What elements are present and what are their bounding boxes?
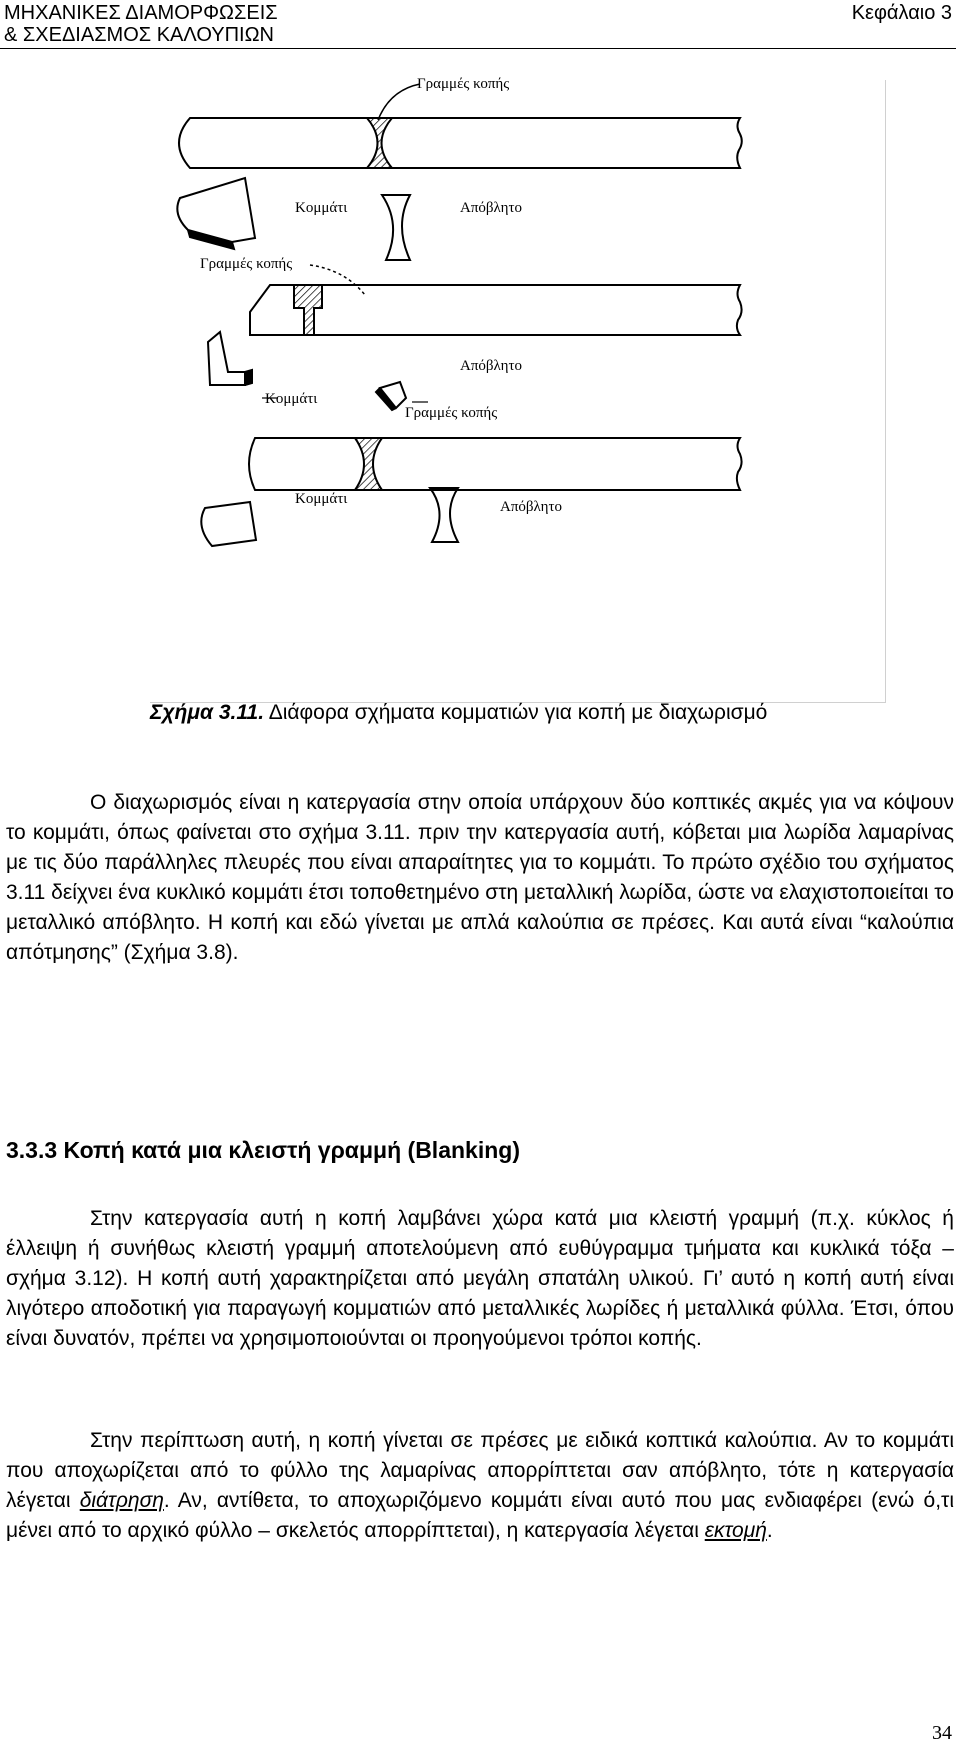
para3-part-b: . Αν, αντίθετα, το αποχωριζόμενο κομμάτι είναι αυτό που μας ενδιαφέρει (ενώ ό,τι μένει από το αρχικό φύλλο – σκελετός απορρίπτεται), η κατεργασία λέγεται: [6, 1489, 954, 1542]
paragraph-separation: Ο διαχωρισμός είναι η κατεργασία στην οποία υπάρχουν δύο κοπτικές ακμές για να κόψουν το κομμάτι, όπως φαίνεται στο σχήμα 3.11. πριν την κατεργασία αυτή, κόβεται μια λωρίδα λαμαρίνας με τις δύο παράλληλες πλευρές που είναι απαραίτητες για το κομμάτι. Το πρώτο σχέδιο του σχήματος 3.11 δείχνει ένα κυκλικό κομμάτι έτσι τοποθετημένο στη μεταλλική λωρίδα, ώστε να ελαχιστοποιείται το μεταλλικό απόβλητο. Η κοπή και εδώ γίνεται με απλά καλούπια σε πρέσες. Και αυτά είναι “καλούπια απότμησης” (Σχήμα 3.8).: [6, 791, 954, 964]
caption-text: Διάφορα σχήματα κομματιών για κοπή με διαχωρισμό: [264, 701, 768, 724]
scrap-1: [382, 195, 410, 260]
label-piece-3: Κομμάτι: [295, 491, 348, 507]
cut-zone-1: [367, 118, 392, 168]
figure-cutting-shapes: [150, 76, 886, 703]
strip-3: [249, 438, 742, 490]
header-title-line2: & ΣΧΕΔΙΑΣΜΟΣ ΚΑΛΟΥΠΙΩΝ: [4, 24, 274, 46]
piece-2: [208, 332, 245, 385]
strip-1: [179, 118, 742, 168]
label-cut-lines-2: Γραμμές κοπής: [200, 256, 293, 272]
scrap-3: [430, 488, 458, 542]
label-cut-lines-top: Γραμμές κοπής: [417, 76, 510, 92]
para3-part-a: Στην περίπτωση αυτή, η κοπή γίνεται σε πρέσες με ειδικά κοπτικά καλούπια. Αν το κομμάτι που αποχωρίζεται από το φύλλο της λαμαρίνας απορρίπτεται σαν απόβλητο, τότε η κατεργασία λέγεται: [6, 1429, 954, 1512]
term-piercing: διάτρηση: [79, 1489, 164, 1512]
header-title-line1: ΜΗΧΑΝΙΚΕΣ ΔΙΑΜΟΡΦΩΣΕΙΣ: [4, 2, 278, 24]
pointer-1: [378, 84, 420, 120]
para3-part-c: .: [766, 1519, 773, 1542]
label-scrap-1: Απόβλητο: [460, 200, 523, 216]
figure-drawing: [150, 80, 885, 702]
label-scrap-2: Απόβλητο: [460, 358, 523, 374]
label-piece-2: Κομμάτι: [265, 391, 318, 407]
header-chapter: Κεφάλαιο 3: [851, 2, 952, 24]
page-number: 34: [932, 1722, 952, 1744]
cut-zone-2: [294, 285, 322, 335]
caption-number: Σχήμα 3.11.: [150, 701, 265, 724]
section-title: 3.3.3 Κοπή κατά μια κλειστή γραμμή (Blanking): [6, 1137, 520, 1163]
label-cut-lines-3: Γραμμές κοπής: [405, 405, 498, 421]
header-book-title: [4, 2, 278, 46]
paragraph-press-cutting: [6, 1426, 954, 1546]
cut-zone-3: [355, 438, 382, 490]
page-header: [0, 0, 956, 49]
strip-2: [250, 285, 742, 335]
label-scrap-3: Απόβλητο: [500, 499, 563, 515]
paragraph-blanking: Στην κατεργασία αυτή η κοπή λαμβάνει χώρα κατά μια κλειστή γραμμή (π.χ. κύκλος ή έλλειψη ή συνήθως κλειστή γραμμή αποτελούμενη από ευθύγραμμα τμήματα και κυκλικά τόξα – σχήμα 3.12). Η κοπή αυτή χαρακτηρίζεται από μεγάλη σπατάλη υλικού. Γι’ αυτό η κοπή αυτή είναι λιγότερο αποδοτική για παραγωγή κομματιών από μεταλλικές λωρίδες ή μεταλλικά φύλλα. Έτσι, όπου είναι δυνατόν, πρέπει να χρησιμοποιούνται οι προηγούμενοι τρόποι κοπής.: [6, 1207, 954, 1350]
piece-3: [201, 502, 256, 546]
label-piece-1: Κομμάτι: [295, 200, 348, 216]
term-blanking: εκτομή: [704, 1519, 767, 1542]
figure-caption: [150, 700, 767, 726]
